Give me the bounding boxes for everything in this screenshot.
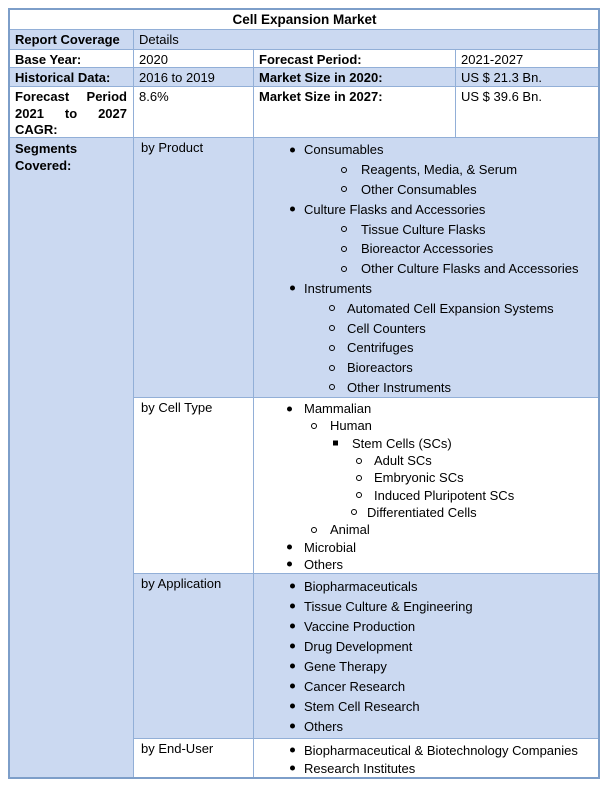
by-product-label: by Product <box>134 138 254 397</box>
list-item-text: Drug Development <box>304 638 413 654</box>
by-application-label: by Application <box>134 574 254 738</box>
list-item <box>254 469 598 486</box>
cagr-value: 8.6% <box>134 87 254 137</box>
list-item-text: Others <box>304 718 344 734</box>
list-item <box>254 417 598 434</box>
segment-band-by-end-user <box>134 739 598 777</box>
list-item-text: Cancer Research <box>304 678 406 694</box>
list-item <box>254 596 598 616</box>
disc-bullet-icon <box>290 664 295 669</box>
list-item-text: Consumables <box>304 142 384 158</box>
list-item-text: Other Culture Flasks and Accessories <box>361 261 579 277</box>
market-size-2027-value: US $ 39.6 Bn. <box>461 89 542 104</box>
circle-bullet-icon <box>329 365 335 371</box>
list-item-text: Bioreactor Accessories <box>361 241 494 257</box>
disc-bullet-icon <box>287 562 292 567</box>
table-title: Cell Expansion Market <box>232 11 377 27</box>
list-item <box>254 239 598 259</box>
list-item-text: Others <box>304 556 344 572</box>
list-item <box>254 219 598 239</box>
list-item <box>254 160 598 180</box>
by-application-list <box>254 574 598 738</box>
circle-bullet-icon <box>329 305 335 311</box>
historical-data-value: 2016 to 2019 <box>134 68 254 86</box>
circle-bullet-icon <box>351 509 357 515</box>
list-item-text: Cell Counters <box>347 320 426 336</box>
circle-bullet-icon <box>329 345 335 351</box>
disc-bullet-icon <box>290 286 295 291</box>
market-report-table <box>8 8 600 779</box>
list-item-text: Stem Cells (SCs) <box>352 435 452 451</box>
list-item-text: Tissue Culture Flasks <box>361 221 486 237</box>
list-item <box>254 741 598 759</box>
segments-covered-content <box>134 138 598 777</box>
circle-bullet-icon <box>329 384 335 390</box>
circle-bullet-icon <box>341 246 347 252</box>
list-item <box>254 556 598 573</box>
list-item <box>254 180 598 200</box>
list-item-text: Bioreactors <box>347 360 413 376</box>
list-item <box>254 576 598 596</box>
list-item-text: Tissue Culture & Engineering <box>304 598 473 614</box>
list-item-text: Biopharmaceuticals <box>304 578 418 594</box>
list-item <box>254 486 598 503</box>
list-item-text: Instruments <box>304 280 372 296</box>
cagr-row <box>10 87 598 138</box>
market-size-2020-value: US $ 21.3 Bn. <box>461 70 542 86</box>
list-item <box>254 298 598 318</box>
circle-bullet-icon <box>356 492 362 498</box>
list-item <box>254 676 598 696</box>
list-item-text: Human <box>330 418 372 434</box>
list-item <box>254 259 598 279</box>
list-item-text: Gene Therapy <box>304 658 387 674</box>
list-item <box>254 616 598 636</box>
circle-bullet-icon <box>329 325 335 331</box>
segment-band-by-application <box>134 574 598 739</box>
by-end-user-list <box>254 739 598 777</box>
by-end-user-label: by End-User <box>134 739 254 777</box>
list-item-text: Reagents, Media, & Serum <box>361 162 518 178</box>
circle-bullet-icon <box>311 527 317 533</box>
list-item <box>254 759 598 777</box>
list-item-text: Culture Flasks and Accessories <box>304 201 486 217</box>
list-item-text: Centrifuges <box>347 340 414 356</box>
base-year-value: 2020 <box>134 50 254 68</box>
list-item-text: Vaccine Production <box>304 618 416 634</box>
list-item-text: Stem Cell Research <box>304 698 420 714</box>
table-title-row <box>10 10 598 30</box>
list-item <box>254 435 598 452</box>
square-bullet-icon <box>333 441 338 446</box>
list-item <box>254 358 598 378</box>
report-coverage-label: Report Coverage <box>10 30 134 49</box>
circle-bullet-icon <box>341 266 347 272</box>
market-size-2027-label: Market Size in 2027: <box>254 87 456 137</box>
list-item-text: Other Instruments <box>347 379 452 395</box>
circle-bullet-icon <box>356 458 362 464</box>
cagr-label: Forecast Period 2021 to 2027 CAGR: <box>10 87 134 137</box>
report-coverage-row <box>10 30 598 50</box>
segments-covered-label: Segments Covered: <box>10 138 134 777</box>
by-product-list <box>254 138 598 397</box>
list-item-text: Biopharmaceutical & Biotechnology Companies <box>304 742 578 758</box>
list-item <box>254 696 598 716</box>
segment-band-by-product <box>134 138 598 398</box>
disc-bullet-icon <box>290 624 295 629</box>
list-item-text: Automated Cell Expansion Systems <box>347 300 554 316</box>
list-item <box>254 318 598 338</box>
market-size-2020-label: Market Size in 2020: <box>254 68 456 86</box>
disc-bullet-icon <box>290 644 295 649</box>
disc-bullet-icon <box>290 766 295 771</box>
list-item <box>254 504 598 521</box>
segment-band-by-cell-type <box>134 398 598 574</box>
list-item-text: Animal <box>330 522 370 538</box>
disc-bullet-icon <box>290 207 295 212</box>
disc-bullet-icon <box>290 724 295 729</box>
by-cell-type-label: by Cell Type <box>134 398 254 573</box>
disc-bullet-icon <box>290 748 295 753</box>
disc-bullet-icon <box>290 604 295 609</box>
list-item-text: Microbial <box>304 539 357 555</box>
circle-bullet-icon <box>341 167 347 173</box>
list-item-text: Adult SCs <box>374 453 432 469</box>
list-item-text: Research Institutes <box>304 760 416 776</box>
list-item-text: Other Consumables <box>361 181 477 197</box>
list-item <box>254 378 598 398</box>
list-item-text: Induced Pluripotent SCs <box>374 487 515 503</box>
list-item <box>254 716 598 736</box>
disc-bullet-icon <box>287 406 292 411</box>
disc-bullet-icon <box>287 545 292 550</box>
list-item <box>254 538 598 555</box>
list-item <box>254 199 598 219</box>
base-year-row <box>10 50 598 69</box>
disc-bullet-icon <box>290 147 295 152</box>
circle-bullet-icon <box>341 226 347 232</box>
list-item <box>254 400 598 417</box>
list-item-text: Embryonic SCs <box>374 470 464 486</box>
list-item <box>254 636 598 656</box>
by-cell-type-list <box>254 398 598 573</box>
disc-bullet-icon <box>290 684 295 689</box>
list-item <box>254 140 598 160</box>
historical-data-row <box>10 68 598 87</box>
circle-bullet-icon <box>311 423 317 429</box>
circle-bullet-icon <box>356 475 362 481</box>
list-item <box>254 521 598 538</box>
list-item-text: Differentiated Cells <box>367 504 477 520</box>
segments-covered-row <box>10 138 598 777</box>
list-item-text: Mammalian <box>304 401 372 417</box>
list-item <box>254 656 598 676</box>
list-item <box>254 279 598 299</box>
circle-bullet-icon <box>341 186 347 192</box>
forecast-period-value: 2021-2027 <box>461 51 524 67</box>
disc-bullet-icon <box>290 584 295 589</box>
disc-bullet-icon <box>290 704 295 709</box>
list-item <box>254 338 598 358</box>
forecast-period-label: Forecast Period: <box>254 50 456 68</box>
report-coverage-value: Details <box>139 31 179 47</box>
base-year-label: Base Year: <box>10 50 134 68</box>
list-item <box>254 452 598 469</box>
historical-data-label: Historical Data: <box>10 68 134 86</box>
